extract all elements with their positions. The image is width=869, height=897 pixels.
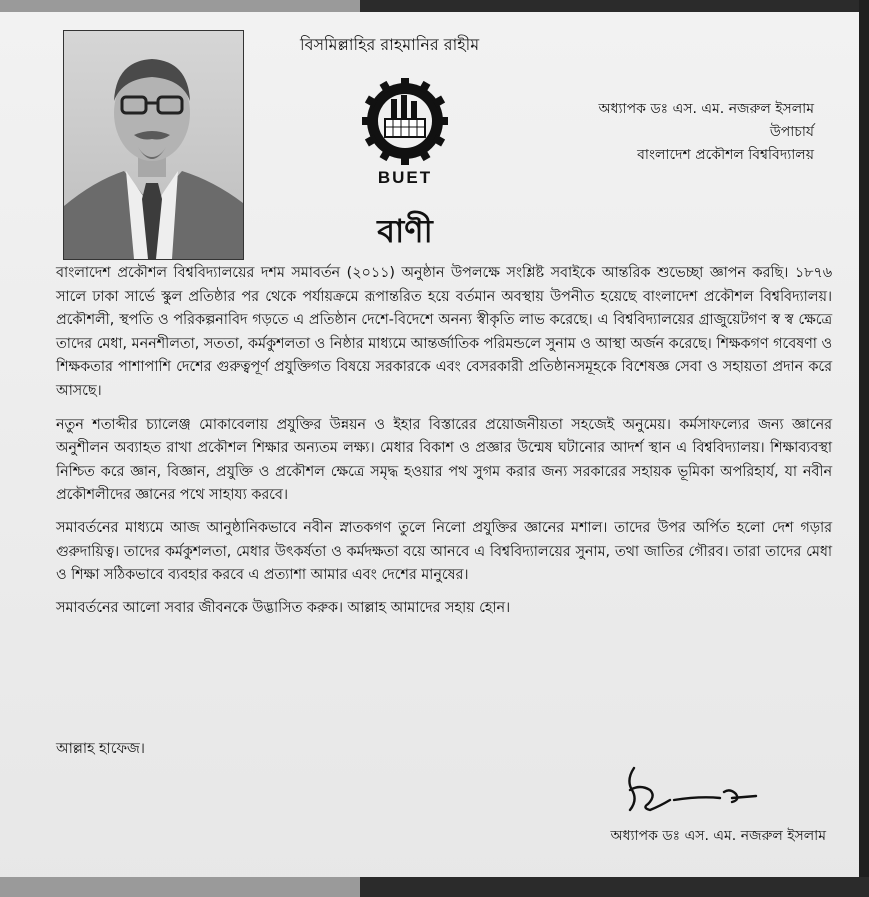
message-paragraph: নতুন শতাব্দীর চ্যালেঞ্জ মোকাবেলায় প্রযুক্তির উন্নয়ন ও ইহার বিস্তারের প্রয়োজনীয়তা সহজেই অনুমেয়। কর্মসাফল্যের জন্য জ্ঞানের অনুশীলন অব্যাহত রাখা প্রকৌশল শিক্ষার অন্যতম লক্ষ্য। মেধার বিকাশ ও প্রজ্ঞার উন্মেষ ঘটানোর আদর্শ স্থান এ বিশ্ববিদ্যালয়। শিক্ষাব্যবস্থা নিশ্চিত করে জ্ঞান, বিজ্ঞান, প্রযুক্তি ও প্রকৌশল ক্ষেত্রে সমৃদ্ধ হওয়ার পথ সুগম করার জন্য সরকারের সহায়ক ভূমিকা অপরিহার্য, যা নবীন প্রকৌশলীদের জ্ঞানের পথে সাহায্য করবে। bbox=[56, 416, 832, 504]
vc-title: উপাচার্য bbox=[769, 124, 814, 140]
vice-chancellor-header bbox=[530, 98, 814, 167]
message-paragraph: বাংলাদেশ প্রকৌশল বিশ্ববিদ্যালয়ের দশম সমাবর্তন (২০১১) অনুষ্ঠান উপলক্ষে সংশ্লিষ্ট সবাইকে আন্তরিক শুভেচ্ছা জ্ঞাপন করছি। ১৮৭৬ সালে ঢাকা সার্ভে স্কুল প্রতিষ্ঠার পর থেকে পর্যায়ক্রমে রূপান্তরিত হয়ে বর্তমান অবস্থায় উপনীত হয়েছে বাংলাদেশ প্রকৌশল বিশ্ববিদ্যালয়। প্রকৌশলী, স্থপতি ও পরিকল্পনাবিদ গড়তে এ প্রতিষ্ঠান দেশে-বিদেশে অনন্য স্বীকৃতি লাভ করেছে। এ বিশ্ববিদ্যালয়ের গ্রাজুয়েটগণ স্ব স্ব ক্ষেত্রে তাদের মেধা, মননশীলতা, সততা, কর্মকুশলতা ও নিষ্ঠার মাধ্যমে আন্তর্জাতিক পরিমন্ডলে সুনাম ও আস্থা অর্জন করেছে। শিক্ষকগণ গবেষণা ও শিক্ষকতার পাশাপাশি দেশের গুরুত্বপূর্ণ প্রযুক্তিগত বিষয়ে সরকারকে এবং বেসরকারী প্রতিষ্ঠানসমূহকে বিশেষজ্ঞ সেবা ও সহায়তা প্রদান করে আসছে। bbox=[56, 265, 832, 399]
signer-name: অধ্যাপক ডঃ এস. এম. নজরুল ইসলাম bbox=[610, 828, 826, 844]
closing-greeting: আল্লাহ হাফেজ। bbox=[56, 741, 145, 757]
bismillah-text: বিসমিল্লাহির রাহমানির রাহীম bbox=[300, 35, 480, 54]
buet-logo-text: BUET bbox=[377, 168, 433, 187]
message-body bbox=[56, 262, 832, 629]
right-border bbox=[859, 0, 869, 897]
message-paragraph: সমাবর্তনের মাধ্যমে আজ আনুষ্ঠানিকভাবে নবীন স্নাতকগণ তুলে নিলো প্রযুক্তির জ্ঞানের মশাল। তাদের উপর অর্পিত হলো দেশ গড়ার গুরুদায়িত্ব। তাদের কর্মকুশলতা, মেধার উৎকর্ষতা ও কর্মদক্ষতা বয়ে আনবে এ বিশ্ববিদ্যালয়ের সুনাম, তথা জাতির গৌরব। তারা তাদের মেধা ও শিক্ষা সঠিকভাবে ব্যবহার করবে এ প্রত্যাশা আমার এবং দেশের মানুষের। bbox=[56, 519, 832, 584]
message-heading: বাণী bbox=[377, 212, 433, 250]
top-border bbox=[0, 0, 869, 12]
bottom-border bbox=[0, 877, 869, 897]
handwritten-signature bbox=[620, 760, 760, 818]
vc-name: অধ্যাপক ডঃ এস. এম. নজরুল ইসলাম bbox=[598, 101, 814, 117]
vice-chancellor-portrait bbox=[63, 30, 244, 260]
message-paragraph: সমাবর্তনের আলো সবার জীবনকে উদ্ভাসিত করুক। আল্লাহ আমাদের সহায় হোন। bbox=[56, 599, 511, 616]
university-name: বাংলাদেশ প্রকৌশল বিশ্ববিদ্যালয় bbox=[637, 147, 814, 163]
